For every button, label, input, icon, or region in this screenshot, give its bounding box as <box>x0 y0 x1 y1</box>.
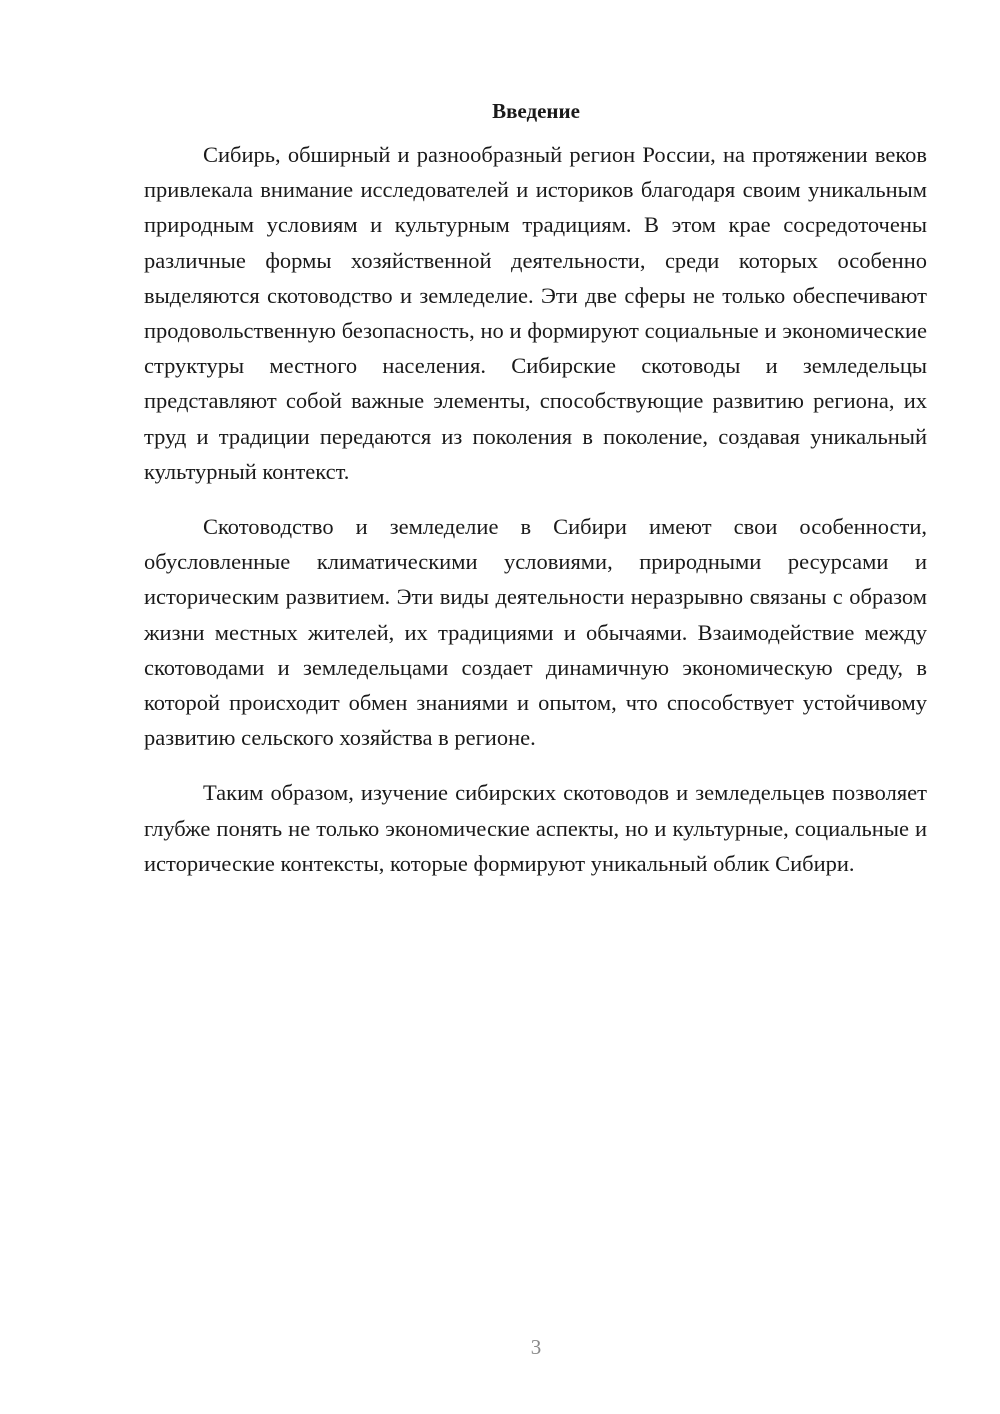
page-number: 3 <box>530 1335 542 1359</box>
page-content <box>144 96 927 881</box>
paragraph-2: Скотоводство и земледелие в Сибири имеют свои особенности, обусловленные климатическими условиями, природными ресурсами и историческим развитием. Эти виды деятельности неразрывно связаны с образом жизни местных жителей, их традициями и обычаями. Взаимодействие между скотоводами и земледельцами создает динамичную экономическую среду, в которой происходит обмен знаниями и опытом, что способствует устойчивому развитию сельского хозяйства в регионе. <box>144 514 927 751</box>
page-title: Введение <box>492 99 580 123</box>
paragraph-3: Таким образом, изучение сибирских скотоводов и земледельцев позволяет глубже понять не только экономические аспекты, но и культурные, социальные и исторические контексты, которые формируют уникальный облик Сибири. <box>144 780 927 876</box>
paragraph-1: Сибирь, обширный и разнообразный регион России, на протяжении веков привлекала внимание исследователей и историков благодаря своим уникальным природным условиям и культурным традициям. В этом крае сосредоточены различные формы хозяйственной деятельности, среди которых особенно выделяются скотоводство и земледелие. Эти две сферы не только обеспечивают продовольственную безопасность, но и формируют социальные и экономические структуры местного населения. Сибирские скотоводы и земледельцы представляют собой важные элементы, способствующие развитию региона, их труд и традиции передаются из поколения в поколение, создавая уникальный культурный контекст. <box>144 142 927 484</box>
